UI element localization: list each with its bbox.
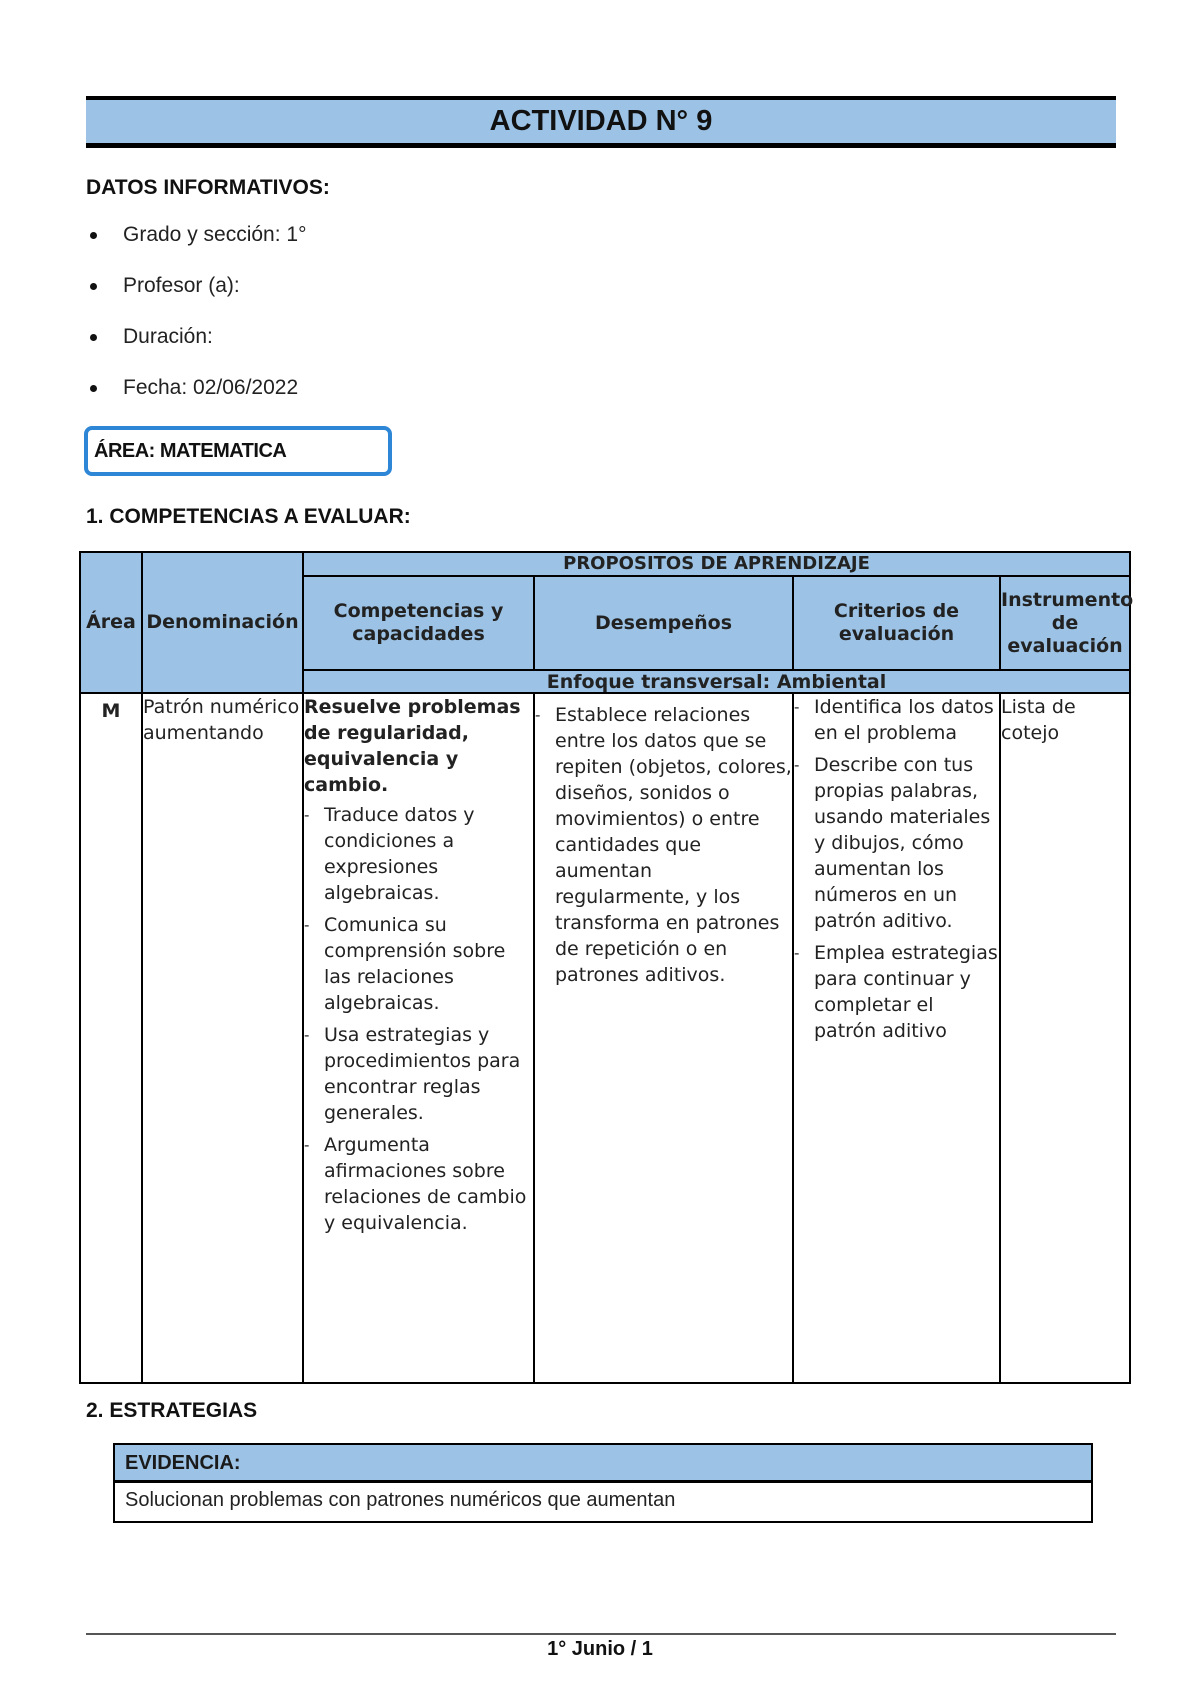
info-duracion: Duración: [123, 325, 213, 348]
dash-icon: - [794, 756, 800, 774]
list-item [794, 752, 999, 934]
area-box: ÁREA: MATEMATICA [84, 426, 392, 476]
capacidad-text: Usa estrategias y procedimientos para encontrar reglas generales. [324, 1024, 521, 1124]
criterio-text: Emplea estrategias para continuar y completar el patrón aditivo [814, 942, 998, 1042]
list-item [304, 912, 533, 1016]
list-item [794, 694, 999, 746]
bullet-icon [90, 385, 97, 392]
cell-area: M [80, 693, 142, 1383]
info-grado: Grado y sección: 1° [123, 223, 307, 246]
activity-title: ACTIVIDAD N° 9 [86, 96, 1116, 148]
header-criterios: Criterios de evaluación [793, 576, 1000, 670]
list-item [535, 702, 792, 988]
capacidad-text: Traduce datos y condiciones a expresiones algebraicas. [324, 804, 475, 904]
dash-icon: - [304, 1026, 310, 1044]
evidencia-text: Solucionan problemas con patrones numéricos que aumentan [125, 1489, 676, 1511]
estrategias-heading: 2. ESTRATEGIAS [86, 1399, 258, 1422]
header-competencias: Competencias y capacidades [303, 576, 534, 670]
cell-criterios [793, 693, 1000, 1383]
dash-icon: - [304, 916, 310, 934]
list-item [304, 1132, 533, 1236]
list-item [86, 273, 306, 324]
competencia-title: Resuelve problemas de regularidad, equivalencia y cambio. [304, 696, 521, 796]
enfoque-transversal: Enfoque transversal: Ambiental [303, 670, 1130, 693]
info-profesor: Profesor (a): [123, 274, 240, 297]
capacidades-list [304, 802, 533, 1236]
dash-icon: - [794, 944, 800, 962]
header-area: Área [80, 552, 142, 693]
bullet-icon [90, 334, 97, 341]
capacidad-text: Comunica su comprensión sobre las relaciones algebraicas. [324, 914, 506, 1014]
page-footer: 1° Junio / 1 [547, 1638, 653, 1660]
dash-icon: - [304, 806, 310, 824]
desempeno-text: Establece relaciones entre los datos que se repiten (objetos, colores, diseños, sonidos o movimientos) o entre cantidades que aumentan regularmente, y los transforma en patrones de repetición o en patrones aditivos. [555, 704, 792, 986]
datos-heading: DATOS INFORMATIVOS: [86, 176, 330, 199]
cell-instrumento: Lista de cotejo [1000, 693, 1130, 1383]
list-item [794, 940, 999, 1044]
header-denominacion: Denominación [142, 552, 303, 693]
criterios-list [794, 694, 999, 1044]
header-desempenos: Desempeños [534, 576, 793, 670]
criterio-text: Identifica los datos en el problema [814, 696, 994, 744]
capacidad-text: Argumenta afirmaciones sobre relaciones de cambio y equivalencia. [324, 1134, 527, 1234]
dash-icon: - [794, 698, 800, 716]
competencias-table [79, 551, 1134, 1384]
bullet-icon [90, 283, 97, 290]
header-instrumento: Instrumento de evaluación [1000, 576, 1130, 670]
criterio-text: Describe con tus propias palabras, usando materiales y dibujos, cómo aumentan los números en un patrón aditivo. [814, 754, 991, 932]
bullet-icon [90, 232, 97, 239]
cell-desempenos [534, 693, 793, 1383]
evidencia-box [113, 1443, 1093, 1523]
dash-icon: - [535, 706, 541, 724]
desempenos-list [535, 702, 792, 988]
list-item [86, 375, 306, 426]
datos-list [86, 222, 306, 426]
header-propositos: PROPOSITOS DE APRENDIZAJE [303, 552, 1130, 576]
dash-icon: - [304, 1136, 310, 1154]
list-item [86, 324, 306, 375]
footer-divider [86, 1633, 1116, 1635]
table-row [80, 693, 1130, 1383]
info-fecha: Fecha: 02/06/2022 [123, 376, 299, 399]
list-item [304, 802, 533, 906]
competencias-heading: 1. COMPETENCIAS A EVALUAR: [86, 505, 411, 528]
cell-denominacion: Patrón numérico aumentando [142, 693, 303, 1383]
list-item [86, 222, 306, 273]
list-item [304, 1022, 533, 1126]
evidencia-label: EVIDENCIA: [115, 1445, 1091, 1483]
cell-competencias [303, 693, 534, 1383]
